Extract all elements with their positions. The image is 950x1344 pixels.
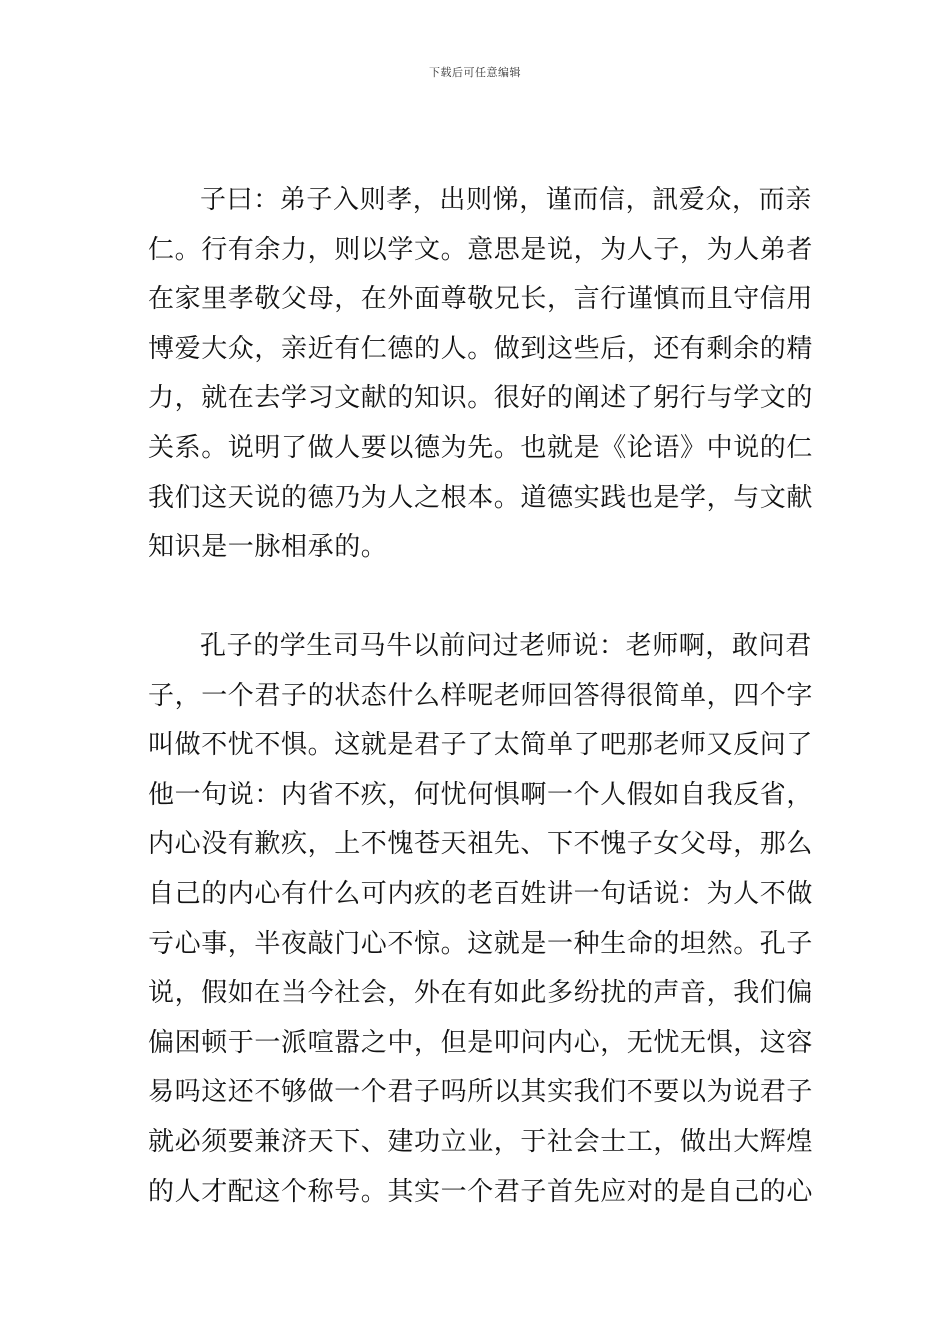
text-line: 知识是一脉相承的。 (148, 532, 388, 563)
text-line: 博爱大众，亲近有仁德的人。做到这些后，还有剩余的精 (148, 333, 814, 364)
page-header: 下载后可任意编辑 (429, 66, 521, 79)
text-line: 子曰：弟子入则孝，出则悌，谨而信，訊爱众，而亲 (200, 185, 812, 215)
paragraph-1 (148, 176, 814, 573)
text-line: 偏困顿于一派喧嚣之中，但是叩问内心，无忧无惧，这容 (148, 1027, 814, 1058)
text-line: 自己的内心有什么可内疚的老百姓讲一句话说：为人不做 (148, 878, 814, 909)
text-line: 亏心事，半夜敲门心不惊。这就是一种生命的坦然。孔子 (148, 928, 814, 959)
text-line: 子，一个君子的状态什么样呢老师回答得很简单，四个字 (148, 680, 814, 711)
text-line: 的人才配这个称号。其实一个君子首先应对的是自己的心 (148, 1176, 814, 1207)
text-line: 易吗这还不够做一个君子吗所以其实我们不要以为说君子 (148, 1077, 814, 1108)
text-line: 就必须要兼济天下、建功立业，于社会士工，做出大辉煌 (148, 1126, 814, 1157)
text-line: 他一句说：内省不疚，何忧何惧啊一个人假如自我反省， (148, 779, 814, 810)
text-line: 叫做不忧不惧。这就是君子了太简单了吧那老师又反问了 (148, 730, 814, 761)
text-line: 在家里孝敬父母，在外面尊敬兄长，言行谨慎而且守信用 (148, 284, 814, 315)
text-line: 关系。说明了做人要以德为先。也就是《论语》中说的仁 (148, 432, 814, 463)
text-line: 孔子的学生司马牛以前问过老师说：老师啊，敢问君 (200, 631, 812, 661)
text-line: 力，就在去学习文献的知识。很好的阐述了躬行与学文的 (148, 383, 814, 414)
text-line: 说，假如在当今社会，外在有如此多纷扰的声音，我们偏 (148, 978, 814, 1009)
paragraph-2 (148, 622, 814, 1217)
text-line: 我们这天说的德乃为人之根本。道德实践也是学，与文献 (148, 482, 814, 513)
text-line: 内心没有歉疚，上不愧苍天祖先、下不愧子女父母，那么 (148, 829, 814, 860)
text-line: 仁。行有余力，则以学文。意思是说，为人子，为人弟者 (148, 234, 814, 265)
